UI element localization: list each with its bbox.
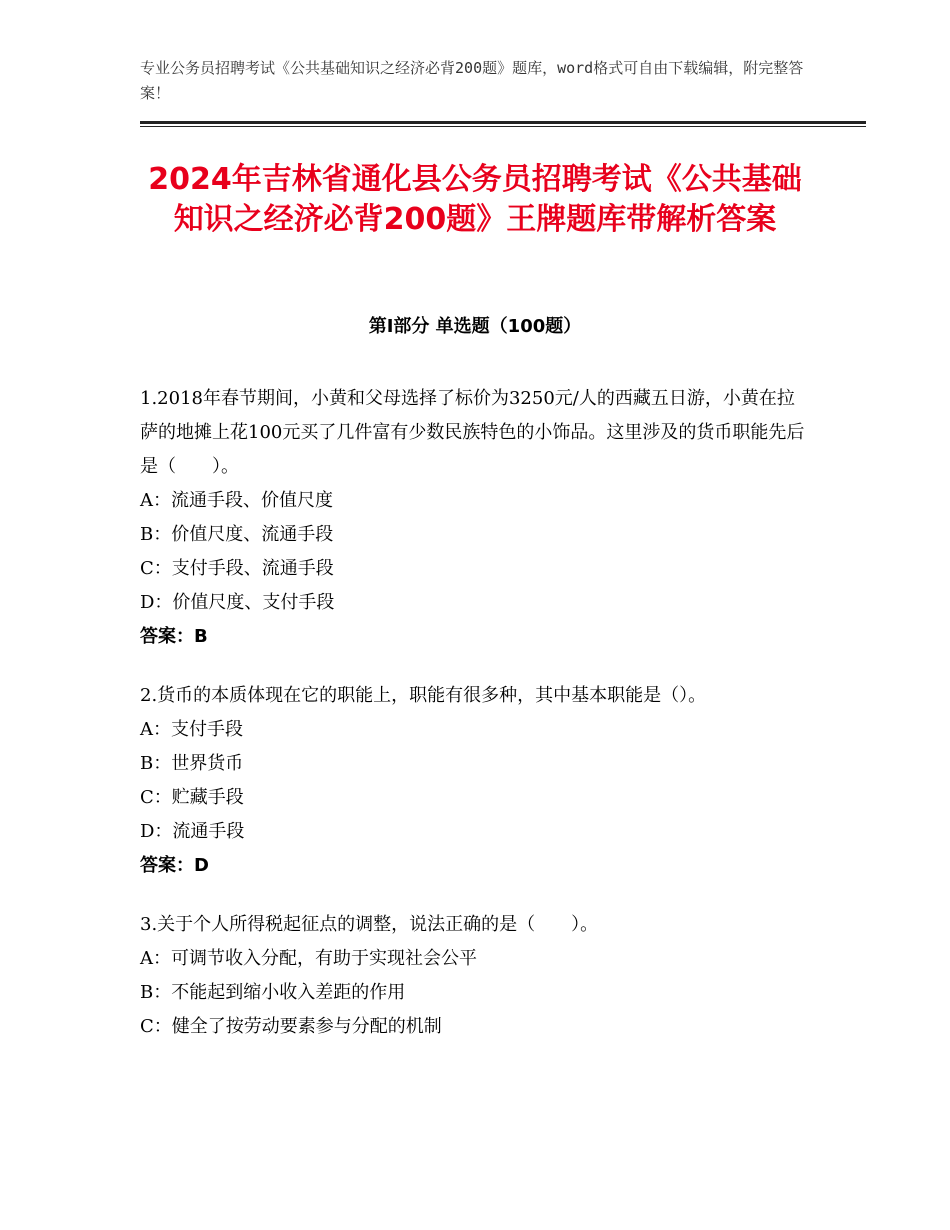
header-note: 专业公务员招聘考试《公共基础知识之经济必背200题》题库，word格式可自由下载编辑，附完整答案！ xyxy=(140,59,804,102)
option-c: C：健全了按劳动要素参与分配的机制 xyxy=(140,1016,442,1037)
question-stem: 2.货币的本质体现在它的职能上，职能有很多种，其中基本职能是（）。 xyxy=(140,685,707,706)
question-1 xyxy=(140,382,810,654)
answer-line: 答案：B xyxy=(140,626,208,647)
option-b: B：不能起到缩小收入差距的作用 xyxy=(140,982,406,1003)
option-d: D：价值尺度、支付手段 xyxy=(140,592,335,613)
document-title: 2024年吉林省通化县公务员招聘考试《公共基础知识之经济必背200题》王牌题库带解析答案 xyxy=(148,162,802,237)
section-title: 第Ⅰ部分 单选题（100题） xyxy=(368,316,582,337)
question-3 xyxy=(140,908,810,1044)
option-c: C：支付手段、流通手段 xyxy=(140,558,334,579)
header-divider-thin xyxy=(140,126,866,127)
option-a: A：流通手段、价值尺度 xyxy=(140,490,333,511)
header-divider xyxy=(140,121,866,124)
question-list xyxy=(140,382,810,1069)
question-2 xyxy=(140,679,810,883)
option-d: D：流通手段 xyxy=(140,821,245,842)
option-a: A：支付手段 xyxy=(140,719,243,740)
answer-line: 答案：D xyxy=(140,855,209,876)
question-stem: 3.关于个人所得税起征点的调整，说法正确的是（ ）。 xyxy=(140,914,599,935)
option-b: B：价值尺度、流通手段 xyxy=(140,524,334,545)
option-c: C：贮藏手段 xyxy=(140,787,244,808)
option-b: B：世界货币 xyxy=(140,753,244,774)
option-a: A：可调节收入分配，有助于实现社会公平 xyxy=(140,948,477,969)
question-stem: 1.2018年春节期间，小黄和父母选择了标价为3250元/人的西藏五日游，小黄在拉萨的地摊上花100元买了几件富有少数民族特色的小饰品。这里涉及的货币职能先后是（ ）。 xyxy=(140,388,805,477)
